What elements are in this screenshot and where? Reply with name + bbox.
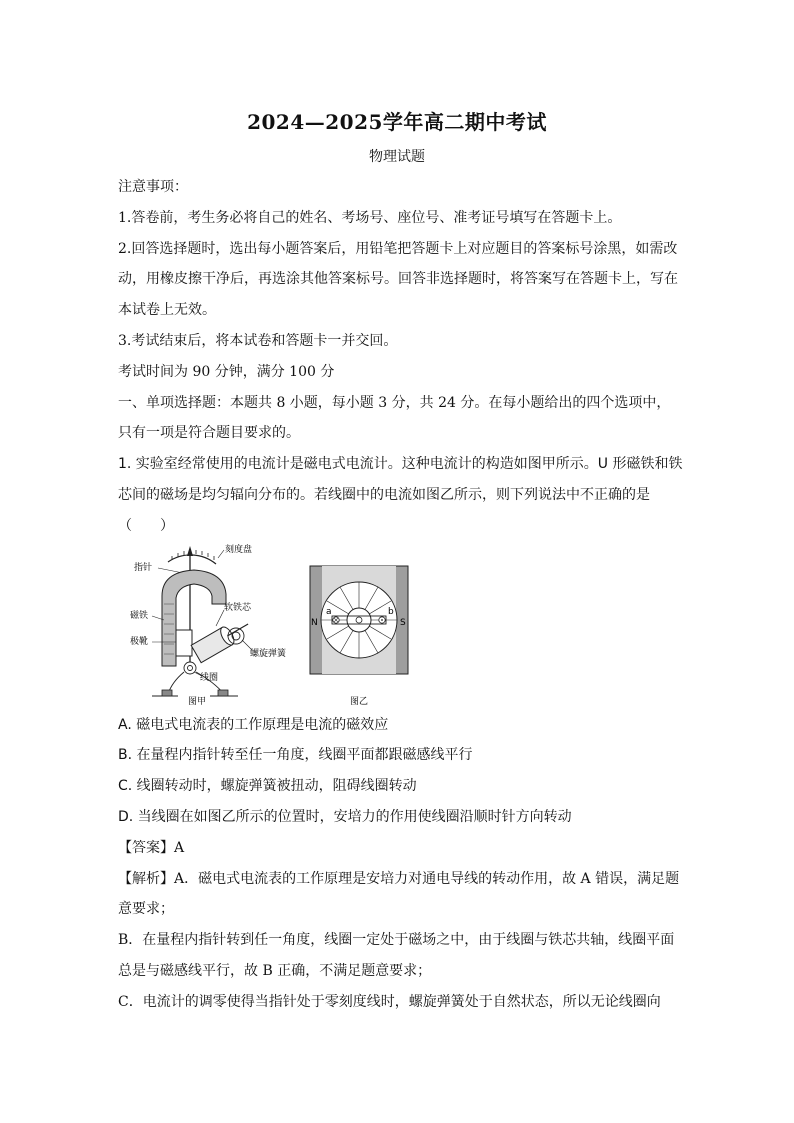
- question-stem: 1. 实验室经常使用的电流计是磁电式电流计。这种电流计的构造如图甲所示。U 形磁铁和铁芯间的磁场是均匀辐向分布的。若线圈中的电流如图乙所示，则下列说法中不正确的是（ ）: [118, 456, 683, 534]
- exam-title: 2024—2025学年高二期中考试: [247, 110, 547, 134]
- option-c: C. 线圈转动时，螺旋弹簧被扭动，阻碍线圈转动: [118, 778, 417, 795]
- mark-a-label: a: [326, 606, 332, 617]
- notice-heading: 注意事项：: [118, 179, 188, 195]
- pole-shoe-label: 极靴: [130, 636, 149, 647]
- option-d: D. 当线圈在如图乙所示的位置时，安培力的作用使线圈沿顺时针方向转动: [118, 808, 572, 825]
- pole-n-label: N: [311, 617, 318, 628]
- soft-core-label: 软铁芯: [224, 602, 252, 613]
- spring-label: 螺旋弹簧: [250, 648, 287, 659]
- exam-subtitle: 物理试题: [369, 149, 425, 165]
- pointer-label: 指针: [134, 562, 153, 573]
- option-b: B. 在量程内指针转至任一角度，线圈平面都跟磁感线平行: [118, 747, 473, 764]
- exam-time: 考试时间为 90 分钟，满分 100 分: [118, 363, 335, 380]
- magnet-label: 磁铁: [130, 610, 149, 621]
- figure-b-caption: 图乙: [350, 696, 369, 706]
- section-heading: 一、单项选择题：本题共 8 小题，每小题 3 分，共 24 分。在每小题给出的四个选项中，只有一项是符合题目要求的。: [118, 394, 671, 442]
- option-a: A. 磁电式电流表的工作原理是电流的磁效应: [118, 716, 389, 733]
- coil-in-field-figure: [308, 558, 420, 706]
- exam-body: [118, 172, 684, 1018]
- answer: 【答案】A: [118, 839, 185, 856]
- dial-label: 刻度盘: [225, 544, 253, 555]
- notice-item: 2.回答选择题时，选出每小题答案后，用铅笔把答题卡上对应题目的答案标号涂黑，如需改动，用橡皮擦干净后，再选涂其他答案标号。回答非选择题时，将答案写在答题卡上，写在本试卷上无效。: [118, 240, 678, 319]
- pole-s-label: S: [400, 617, 406, 628]
- notice-item: 3.考试结束后，将本试卷和答题卡一并交回。: [118, 332, 398, 349]
- figure-a-caption: 图甲: [188, 696, 207, 706]
- analysis-line: B．在量程内指针转到任一角度，线圈一定处于磁场之中，由于线圈与铁芯共轴，线圈平面总是与磁感线平行，故 B 正确，不满足题意要求；: [118, 932, 675, 979]
- mark-b-label: b: [388, 606, 394, 617]
- coil-label: 线圈: [200, 672, 219, 683]
- notice-item: 1.答卷前，考生务必将自己的姓名、考场号、座位号、准考证号填写在答题卡上。: [118, 209, 622, 226]
- analysis-line: 【解析】A．磁电式电流表的工作原理是安培力对通电导线的转动作用，故 A 错误，满足题意要求；: [118, 870, 680, 918]
- galvanometer-structure-figure: [128, 544, 298, 706]
- question-figures: [118, 542, 684, 710]
- analysis-line: C．电流计的调零使得当指针处于零刻度线时，螺旋弹簧处于自然状态，所以无论线圈向: [118, 993, 661, 1010]
